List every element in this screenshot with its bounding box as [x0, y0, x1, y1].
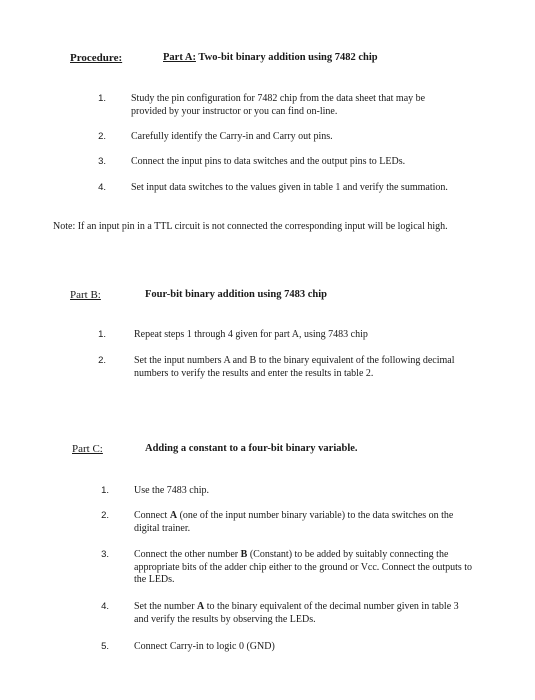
part-c-item-4-pre: Set the number: [134, 601, 198, 612]
part-a-title: Two-bit binary addition using 7482 chip: [198, 52, 378, 63]
part-b-label: Part B:: [70, 289, 101, 301]
part-c-item-3-post: (Constant) to be added by suitably connecting the appropriate bits of the adder chip either to the ground or Vcc. Connect the outputs to the LEDs.: [134, 549, 473, 585]
part-a-item-4-text: Set input data switches to the values given in table 1 and verify the summation.: [131, 182, 448, 193]
part-a-item-1-num: 1.: [98, 93, 106, 104]
part-c-item-2-bold: A: [169, 510, 178, 521]
part-c-item-2-num: 2.: [101, 510, 109, 521]
part-c-item-3-num: 3.: [101, 549, 109, 560]
part-c-item-1-num: 1.: [101, 485, 109, 496]
part-c-item-5-num: 5.: [101, 641, 109, 652]
part-b-item-1-text: Repeat steps 1 through 4 given for part A, using 7483 chip: [134, 329, 368, 340]
part-c-title: Adding a constant to a four-bit binary variable.: [145, 443, 358, 454]
part-a-item-2-text: Carefully identify the Carry-in and Carry out pins.: [131, 131, 333, 142]
part-a-label: Part A:: [163, 52, 196, 63]
procedure-label: Procedure:: [70, 52, 123, 64]
part-c-item-5-text: Connect Carry-in to logic 0 (GND): [134, 641, 275, 652]
part-a-item-3-text: Connect the input pins to data switches and the output pins to LEDs.: [131, 156, 406, 167]
part-a-item-4-num: 4.: [98, 182, 106, 193]
part-a-heading: [163, 52, 378, 63]
part-c-item-4-post: to the binary equivalent of the decimal number given in table 3 and verify the results by observing the LEDs.: [134, 601, 459, 625]
part-b-item-2-num: 2.: [98, 355, 106, 366]
part-c-label: Part C:: [72, 443, 103, 455]
part-c-item-3-pre: Connect the other number: [134, 549, 241, 560]
part-a-item-3-num: 3.: [98, 156, 106, 167]
part-c-item-2-pre: Connect: [134, 510, 170, 521]
part-c-item-2-text: [134, 510, 474, 535]
part-c-item-1-text: Use the 7483 chip.: [134, 485, 209, 496]
part-a-item-2-num: 2.: [98, 131, 106, 142]
part-c-item-3-bold: B: [240, 549, 248, 560]
ttl-note: Note: If an input pin in a TTL circuit is not connected the corresponding input will be logical high.: [53, 221, 448, 232]
part-a-item-1-text: Study the pin configuration for 7482 chip from the data sheet that may be provided by your instructor or you can find on-line.: [131, 93, 426, 117]
part-c-item-2-post: (one of the input number binary variable) to the data switches on the digital trainer.: [134, 510, 454, 534]
part-c-item-3-text: [134, 549, 474, 587]
part-b-item-1-num: 1.: [98, 329, 106, 340]
part-c-item-4-num: 4.: [101, 601, 109, 612]
part-c-item-4-bold: A: [197, 601, 205, 612]
part-b-title: Four-bit binary addition using 7483 chip: [145, 289, 327, 300]
part-c-item-4-text: [134, 601, 474, 626]
part-b-item-2-text: Set the input numbers A and B to the binary equivalent of the following decimal numbers to verify the results and enter the results in table 2.: [134, 355, 455, 379]
